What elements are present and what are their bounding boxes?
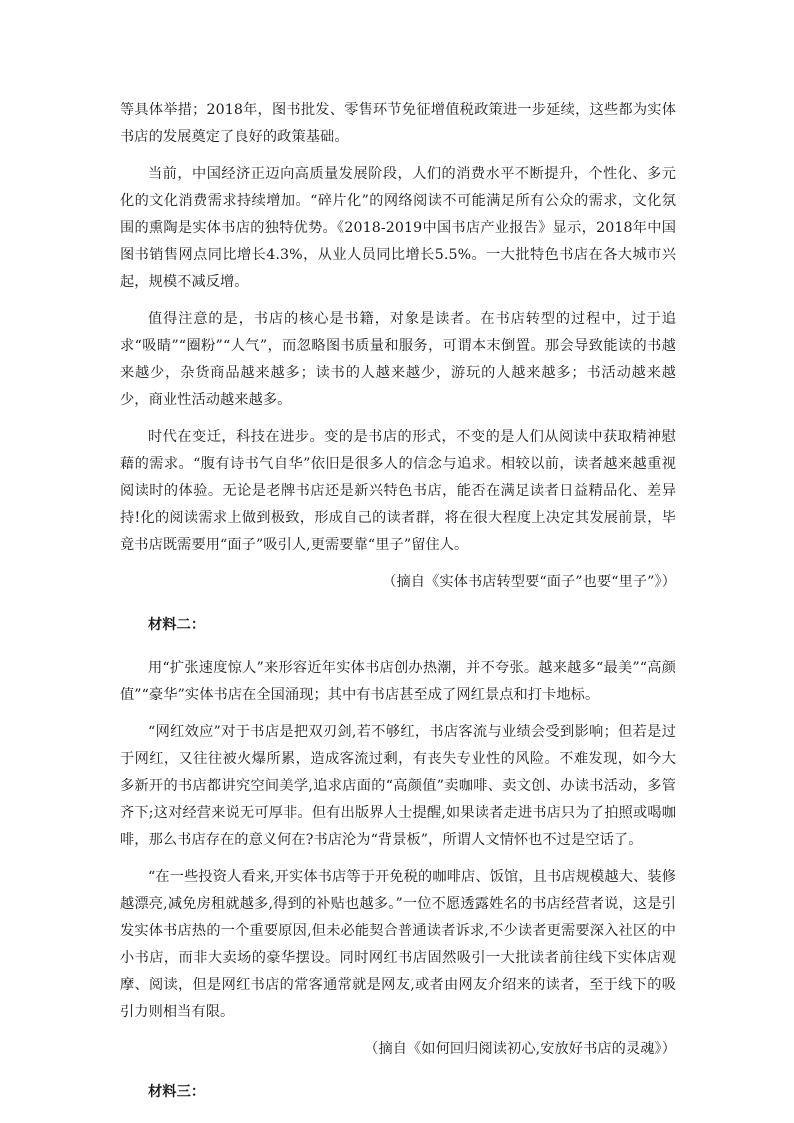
paragraph-core-of-bookstore: 值得注意的是，书店的核心是书籍，对象是读者。在书店转型的过程中，过于追求“吸睛”“圈粉”“人气”，而忽略图书质量和服务，可谓本末倒置。那会导致能读的书越来越少，杂货商品越来越多；读书的人越来越少，游玩的人越来越多；书活动越来越少，商业性活动越来越多。: [120, 311, 676, 408]
paragraph-policy-continuation: 等具体举措；2018年，图书批发、零售环节免征增值税政策进一步延续，这些都为实体书店的发展奠定了良好的政策基础。: [120, 102, 676, 145]
paragraph-expansion: 用“扩张速度惊人”来形容近年实体书店创办热潮，并不夸张。越来越多“最美”“高颜值”“豪华”实体书店在全国涌现；其中有书店甚至成了网红景点和打卡地标。: [120, 660, 676, 703]
paragraph-influencer-effect: “网红效应”对于书店是把双刃剑,若不够红，书店客流与业绩会受到影响；但若是过于网红，又往往被火爆所累，造成客流过剩，有丧失专业性的风险。不难发现，如今大多新开的书店都讲究空间美学,追求店面的“高颜值”卖咖啡、卖文创、办读书活动，多管齐下;这对经营来说无可厚非。但有出版界人士提醒,如果读者走进书店只为了拍照或喝咖啡，那么书店存在的意义何在?书店沦为“背景板”，所谓人文情怀也不过是空话了。: [120, 724, 676, 848]
source-citation-1: （摘自《实体书店转型要“面子”也要“里子”》）: [382, 574, 676, 590]
paragraph-times-change: 时代在变迁，科技在进步。变的是书店的形式，不变的是人们从阅读中获取精神慰藉的需求。“腹有诗书气自华”依旧是很多人的信念与追求。相较以前，读者越来越重视阅读时的体验。无论是老牌书店还是新兴特色书店，能否在满足读者日益精品化、差异持!化的阅读需求上做到极致，形成自己的读者群，将在很大程度上决定其发展前景，毕竟书店既需要用“面子”吸引人,更需要靠“里子”留住人。: [120, 429, 676, 553]
paragraph-economy: 当前，中国经济正迈向高质量发展阶段，人们的消费水平不断提升，个性化、多元化的文化消费需求持续增加。“碎片化”的网络阅读不可能满足所有公众的需求，文化氛围的熏陶是实体书店的独特优势。《2018-2019中国书店产业报告》显示，2018年中国图书销售网点同比增长4.3%，从业人员同比增长5.5%。一大批特色书店在各大城市兴起，规模不减反增。: [120, 166, 676, 290]
document-page: [120, 97, 676, 1122]
section-heading-material-2: 材料二：: [148, 617, 206, 633]
source-citation-2: （摘自《如何回归阅读初心,安放好书店的灵魂》）: [364, 1041, 676, 1057]
section-heading-material-3: 材料三：: [148, 1084, 206, 1100]
paragraph-investor-view: “在一些投资人看来,开实体书店等于开免税的咖啡店、饭馆，且书店规模越大、装修越漂亮,减免房租就越多,得到的补贴也越多。”一位不愿透露姓名的书店经营者说，这是引发实体书店热的一个重要原因,但未必能契合普通读者诉求,不少读者更需要深入社区的中小书店，而非大卖场的豪华摆设。同时网红书店固然吸引一大批读者前往线下实体店观摩、阅读，但是网红书店的常客通常就是网友,或者由网友介绍来的读者，至于线下的吸引力则相当有限。: [120, 869, 676, 1020]
